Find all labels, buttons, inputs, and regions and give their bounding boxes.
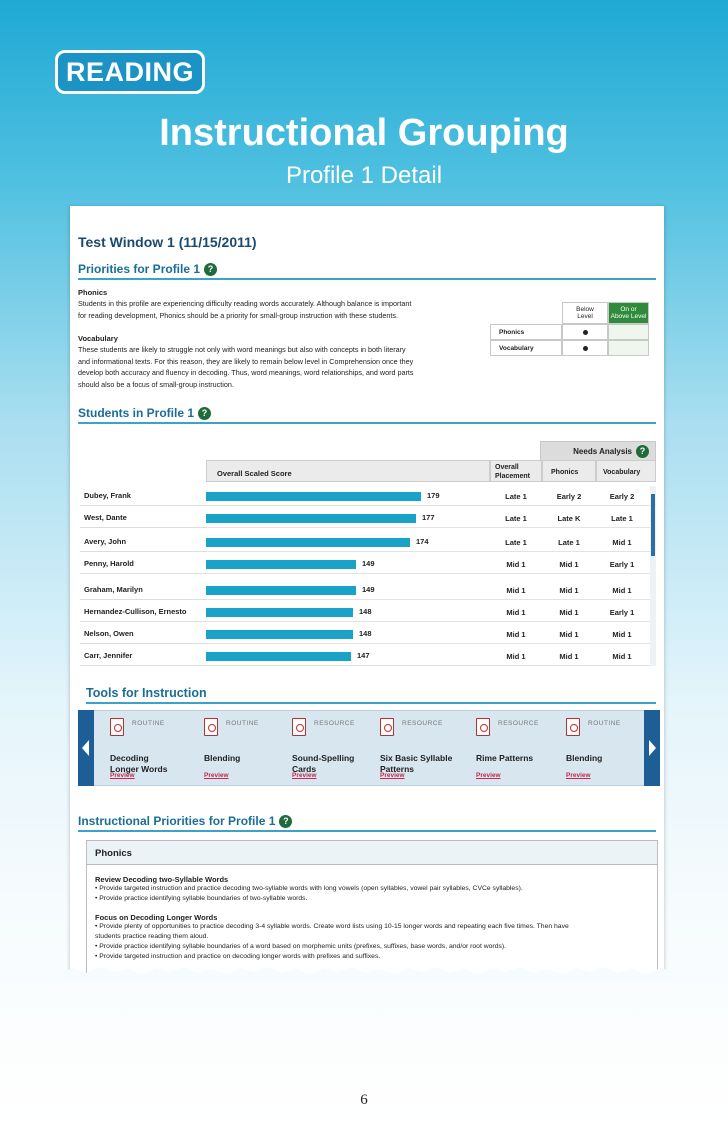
student-name[interactable]: Graham, Marilyn xyxy=(80,580,206,600)
score-bar xyxy=(206,514,416,523)
score-bar xyxy=(206,538,410,547)
student-name[interactable]: Dubey, Frank xyxy=(80,486,206,506)
page-title: Instructional Grouping xyxy=(159,112,569,154)
score-value: 148 xyxy=(359,629,372,638)
pdf-icon xyxy=(110,718,124,736)
row-divider xyxy=(206,573,650,574)
preview-link[interactable]: Preview xyxy=(292,772,317,779)
vocab-value: Mid 1 xyxy=(612,538,632,547)
pdf-icon xyxy=(380,718,394,736)
tool-card[interactable] xyxy=(476,718,560,779)
report-page xyxy=(70,206,664,974)
instructional-heading: Instructional Priorities for Profile 1 ? xyxy=(78,814,292,828)
score-value: 149 xyxy=(362,559,375,568)
scrollbar-track[interactable] xyxy=(650,486,656,666)
tool-kind: RESOURCE xyxy=(402,720,443,727)
score-bar xyxy=(206,586,356,595)
row-divider xyxy=(206,665,650,666)
vocab-above-cell xyxy=(608,340,649,356)
block-title: Review Decoding two-Syllable Words xyxy=(95,875,229,884)
score-value: 147 xyxy=(357,651,370,660)
student-name[interactable]: Carr, Jennifer xyxy=(80,646,206,666)
col-above-level: On or Above Level xyxy=(608,302,649,324)
phonics-value: Mid 1 xyxy=(559,560,579,569)
preview-link[interactable]: Preview xyxy=(566,772,591,779)
test-window-title: Test Window 1 (11/15/2011) xyxy=(78,234,257,250)
tool-kind: RESOURCE xyxy=(498,720,539,727)
score-bar xyxy=(206,652,351,661)
vocab-value: Early 1 xyxy=(609,608,635,617)
help-icon[interactable]: ? xyxy=(279,815,292,828)
tool-kind: ROUTINE xyxy=(226,720,259,727)
phonics-above-cell xyxy=(608,324,649,340)
vocab-value: Early 2 xyxy=(609,492,635,501)
score-value: 148 xyxy=(359,607,372,616)
tool-name[interactable]: Blending xyxy=(204,753,241,763)
block-title: Focus on Decoding Longer Words xyxy=(95,913,218,922)
col-below-level: Below Level xyxy=(562,302,608,324)
score-value: 149 xyxy=(362,585,375,594)
tool-kind: RESOURCE xyxy=(314,720,355,727)
row-phonics-label: Phonics xyxy=(490,324,562,340)
block-text: • Provide plenty of opportunities to practice decoding 3-4 syllable words. Create word lists using 10-15 longer words and repeating each five times. Then have students practice reading them aloud. • Provide practice identifying syllable boundaries of a word based on morphemic units (prefixes, suffixes, base words, and/or root words). • Provide targeted instruction and practice on decoding longer words with prefixes and suffixes. xyxy=(95,923,569,960)
tool-name[interactable]: Decoding Longer Words xyxy=(110,753,168,774)
score-value: 179 xyxy=(427,491,440,500)
row-vocab-label: Vocabulary xyxy=(490,340,562,356)
tool-card[interactable] xyxy=(204,718,288,779)
score-bar xyxy=(206,630,353,639)
block-text: • Provide targeted instruction and practice decoding two-syllable words with long vowels (open syllables, vowel pair syllables, CVCe syllables). • Provide practice identifying syllable boundaries of two-syllable words. xyxy=(95,885,523,902)
phonics-value: Mid 1 xyxy=(559,630,579,639)
vocabulary-column-header: Vocabulary xyxy=(596,460,656,482)
row-divider xyxy=(206,551,650,552)
phonics-description: Students in this profile are experiencing difficulty reading words accurately. Although balance is important for reading development, Phonics should be a priority for small-group instruction with these students. xyxy=(78,299,412,320)
tool-kind: ROUTINE xyxy=(132,720,165,727)
student-name[interactable]: Penny, Harold xyxy=(80,554,206,574)
tool-card[interactable] xyxy=(380,718,464,779)
row-divider xyxy=(206,527,650,528)
phonics-value: Late 1 xyxy=(558,538,580,547)
placement-value: Mid 1 xyxy=(506,630,526,639)
vocab-value: Early 1 xyxy=(609,560,635,569)
placement-value: Mid 1 xyxy=(506,608,526,617)
tool-card[interactable] xyxy=(110,718,194,779)
preview-link[interactable]: Preview xyxy=(204,772,229,779)
score-column-header: Overall Scaled Score xyxy=(206,460,490,482)
row-divider xyxy=(206,599,650,600)
torn-edge xyxy=(62,962,674,982)
preview-link[interactable]: Preview xyxy=(380,772,405,779)
pdf-icon xyxy=(292,718,306,736)
dot-icon xyxy=(583,330,588,335)
page-subtitle: Profile 1 Detail xyxy=(285,162,443,189)
divider xyxy=(78,830,656,832)
chevron-left-icon xyxy=(78,710,94,786)
students-heading: Students in Profile 1 ? xyxy=(78,406,211,420)
scrollbar-thumb[interactable] xyxy=(651,494,655,556)
phonics-value: Late K xyxy=(557,514,581,523)
needs-analysis-header: Needs Analysis ? xyxy=(540,441,656,461)
divider xyxy=(78,422,656,424)
tool-name[interactable]: Blending xyxy=(566,753,603,763)
score-value: 174 xyxy=(416,537,429,546)
tool-kind: ROUTINE xyxy=(588,720,621,727)
tool-name[interactable]: Rime Patterns xyxy=(476,753,534,763)
help-icon[interactable]: ? xyxy=(204,263,217,276)
placement-value: Late 1 xyxy=(505,514,527,523)
vocabulary-description: These students are likely to struggle not only with word meanings but also with concepts in both literary and informational texts. For this reason, they are likely to remain below level in Comprehension once they develop both accuracy and fluency in decoding. Thus, word meanings, word relationships, and word parts should also be a focus of small-group instruction. xyxy=(78,345,414,389)
score-value: 177 xyxy=(422,513,435,522)
placement-value: Late 1 xyxy=(505,492,527,501)
dot-icon xyxy=(583,346,588,351)
vocabulary-heading: Vocabulary xyxy=(78,334,118,343)
phonics-value: Mid 1 xyxy=(559,586,579,595)
phonics-below-mark xyxy=(562,324,608,340)
score-bar xyxy=(206,608,353,617)
placement-value: Mid 1 xyxy=(506,652,526,661)
pdf-icon xyxy=(204,718,218,736)
preview-link[interactable]: Preview xyxy=(476,772,501,779)
preview-link[interactable]: Preview xyxy=(110,772,135,779)
page-number: 6 xyxy=(360,1092,368,1108)
tool-name[interactable]: Six Basic Syllable Patterns xyxy=(380,753,453,774)
row-divider xyxy=(206,621,650,622)
reading-tab: READING xyxy=(55,50,205,94)
priorities-heading: Priorities for Profile 1 ? xyxy=(78,262,217,276)
tool-name[interactable]: Sound-Spelling Cards xyxy=(292,753,355,774)
pdf-icon xyxy=(566,718,580,736)
phonics-column-header: Phonics xyxy=(542,460,596,482)
phonics-value: Mid 1 xyxy=(559,608,579,617)
vocab-value: Mid 1 xyxy=(612,630,632,639)
vocab-value: Mid 1 xyxy=(612,652,632,661)
student-name[interactable]: Hernandez-Cullison, Ernesto xyxy=(80,602,206,622)
placement-value: Late 1 xyxy=(505,538,527,547)
vocab-value: Late 1 xyxy=(611,514,633,523)
row-divider xyxy=(206,505,650,506)
pdf-icon xyxy=(476,718,490,736)
help-icon[interactable]: ? xyxy=(636,445,649,458)
student-name[interactable]: Nelson, Owen xyxy=(80,624,206,644)
student-name[interactable]: West, Dante xyxy=(80,508,206,528)
instructional-panel xyxy=(86,840,658,974)
placement-value: Mid 1 xyxy=(506,586,526,595)
score-bar xyxy=(206,492,421,501)
tool-card[interactable] xyxy=(566,718,650,779)
vocab-below-mark xyxy=(562,340,608,356)
help-icon[interactable]: ? xyxy=(198,407,211,420)
vocab-value: Mid 1 xyxy=(612,586,632,595)
student-name[interactable]: Avery, John xyxy=(80,532,206,552)
row-divider xyxy=(206,643,650,644)
carousel-prev-button[interactable] xyxy=(78,710,94,786)
placement-column-header: Overall Placement xyxy=(490,460,542,482)
tool-card[interactable] xyxy=(292,718,376,779)
phonics-heading: Phonics xyxy=(78,288,108,297)
tools-heading: Tools for Instruction xyxy=(86,686,207,700)
phonics-value: Mid 1 xyxy=(559,652,579,661)
phonics-value: Early 2 xyxy=(556,492,582,501)
tab-phonics[interactable]: Phonics xyxy=(87,841,657,865)
divider xyxy=(78,278,656,280)
score-bar xyxy=(206,560,356,569)
placement-value: Mid 1 xyxy=(506,560,526,569)
divider xyxy=(86,702,656,704)
